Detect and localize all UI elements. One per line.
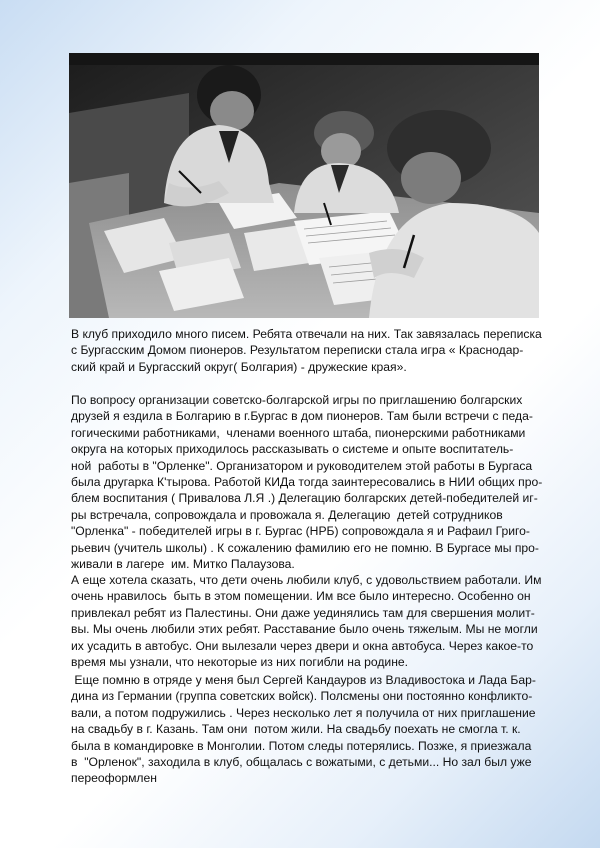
text-line: ной работы в "Орленке". Организатором и руководителем этой работы в Бургаса (71, 458, 533, 473)
paragraph-bulgaria-trip (71, 392, 541, 572)
archive-photo (69, 53, 539, 318)
text-line: в "Орленок", заходила в клуб, общалась с вожатыми, с детьми... Но зал был уже (71, 755, 532, 770)
text-line: блем воспитания ( Привалова Л.Я .) Делегацию болгарских детей-победителей иг- (71, 491, 538, 506)
text-line: была другарка К'тырова. Работой КИДа тогда заинтересовались в НИИ общих про- (71, 475, 543, 490)
text-line: их усадить в автобус. Они вылезали через двери и окна автобуса. Через какое-то (71, 638, 534, 653)
text-line: привлекал ребят из Палестины. Они даже уединялись там для свершения молит- (71, 605, 535, 620)
text-line: А еще хотела сказать, что дети очень любили клуб, с удовольствием работали. Им (71, 573, 542, 587)
text-line: По вопросу организации советско-болгарской игры по приглашению болгарских (71, 393, 523, 407)
text-line: "Орленка" - победителей игры в г. Бургас (НРБ) сопровождала я и Рафаил Григо- (71, 524, 530, 539)
text-line: гогическими работниками, членами военного штаба, пионерскими работниками (71, 425, 526, 440)
text-line: Еще помню в отряде у меня был Сергей Кандауров из Владивостока и Лада Бар- (71, 673, 536, 687)
text-line: на свадьбу в г. Казань. Там они потом жили. На свадьбу поехать не смогла т. к. (71, 722, 521, 737)
text-line: с Бургасским Домом пионеров. Результатом переписки стала игра « Краснодар- (71, 343, 524, 358)
text-line: вали, а потом подружились . Через несколько лет я получила от них приглашение (71, 705, 536, 720)
text-line: дина из Германии (группа советских войск). Полсмены они постоянно конфликто- (71, 689, 533, 704)
text-line: друзей я ездила в Болгарию в г.Бургас в дом пионеров. Там были встречи с педа- (71, 409, 533, 424)
text-line: время мы узнали, что некоторые из них погибли на родине. (71, 655, 409, 670)
paragraph-squad-memories (71, 672, 541, 787)
text-line: рьевич (учитель школы) . К сожалению фамилию его не помню. В Бургасе мы про- (71, 540, 539, 555)
paragraph-club-children (71, 572, 541, 670)
text-line: округа на которых приходилось рассказывать о системе и опыте воспитатель- (71, 442, 514, 457)
text-line: очень нравилось быть в этом помещении. Им все было интересно. Особенно он (71, 589, 531, 604)
text-line: ры встречала, сопровождала и провожала я. Делегацию детей сотрудников (71, 507, 503, 522)
text-line: переоформлен (71, 771, 157, 786)
paragraph-letters (71, 326, 541, 375)
text-line: В клуб приходило много писем. Ребята отвечали на них. Так завязалась переписка (71, 327, 542, 341)
text-line: была в командировке в Монголии. Потом следы потерялись. Позже, я приезжала (71, 738, 532, 753)
text-line: живали в лагере им. Митко Палаузова. (71, 557, 295, 572)
text-line: вы. Мы очень любили этих ребят. Расставание было очень тяжелым. Мы не могли (71, 622, 538, 637)
photo-illustration (69, 53, 539, 318)
text-line: ский край и Бургасский округ( Болгария) - дружеские края». (71, 359, 407, 374)
